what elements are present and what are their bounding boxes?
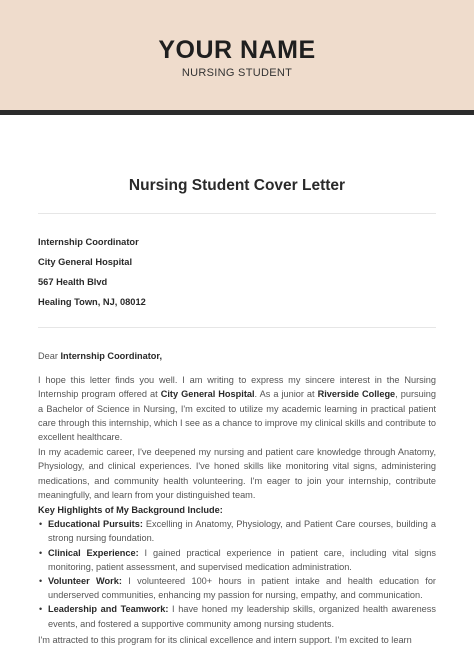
recipient-organization: City General Hospital [38, 257, 133, 267]
address-divider [38, 327, 436, 328]
highlight-label: Educational Pursuits: [48, 519, 143, 530]
closing-paragraph: I'm attracted to this program for its clinical excellence and intern support. I'm excited to learn [38, 634, 412, 645]
list-item [38, 574, 436, 602]
highlight-label: Leadership and Teamwork: [48, 604, 169, 615]
recipient-city: Healing Town, NJ, 08012 [38, 297, 146, 307]
salutation-prefix: Dear [38, 351, 61, 361]
intro-paragraph [38, 373, 436, 444]
highlight-text: I have honed my leadership skills, organized health awareness events, and fostered a supportive community among nursing students. [48, 604, 436, 629]
highlight-text: Excelling in Anatomy, Physiology, and Patient Care courses, building a strong nursing foundation. [48, 519, 436, 544]
applicant-name: YOUR NAME [158, 36, 316, 64]
list-item [38, 602, 436, 630]
recipient-address [38, 236, 438, 316]
recipient-title: Internship Coordinator [38, 237, 139, 247]
highlight-text: I volunteered 100+ hours in patient intake and health education for underserved communities, enhancing my passion for nursing, empathy, and communication. [48, 576, 436, 601]
intro-text-2: . As a junior at [254, 389, 318, 400]
highlight-label: Clinical Experience: [48, 547, 139, 558]
header-divider [0, 110, 474, 115]
intro-text-3: , pursuing a Bachelor of Science in Nursing, I'm excited to utilize my academic learning in practical patient care through this internship, which I see as a chance to improve my clinical skills and contribute to excellent healthcare. [38, 389, 436, 443]
title-divider [38, 213, 436, 214]
letterhead-header [0, 0, 474, 110]
intro-college: Riverside College [317, 389, 396, 400]
letter-body [38, 349, 436, 648]
recipient-street: 567 Health Blvd [38, 277, 108, 287]
salutation-name: Internship Coordinator, [60, 351, 163, 361]
highlight-text: I gained practical experience in patient care, including vital signs monitoring, patient assessment, and supervised medication administration. [48, 547, 436, 572]
intro-text-1: I hope this letter finds you well. I am writing to express my sincere interest in the Nursing Internship program offered at [38, 375, 436, 400]
highlights-list [38, 517, 436, 631]
highlight-label: Volunteer Work: [48, 576, 122, 587]
list-item [38, 546, 436, 574]
salutation [38, 349, 436, 363]
career-paragraph: In my academic career, I've deepened my nursing and patient care knowledge through Anatomy, Physiology, and clinical experiences. I've honed skills like monitoring vital signs, administering medications, and community health volunteering. I'm eager to join your internship, contribute meaningfully, and learn from your distinguished team. [38, 447, 436, 500]
highlights-heading: Key Highlights of My Background Include: [38, 505, 223, 516]
list-item [38, 517, 436, 545]
applicant-role: NURSING STUDENT [181, 67, 293, 79]
document-title: Nursing Student Cover Letter [128, 177, 346, 194]
intro-hospital: City General Hospital [160, 389, 255, 400]
